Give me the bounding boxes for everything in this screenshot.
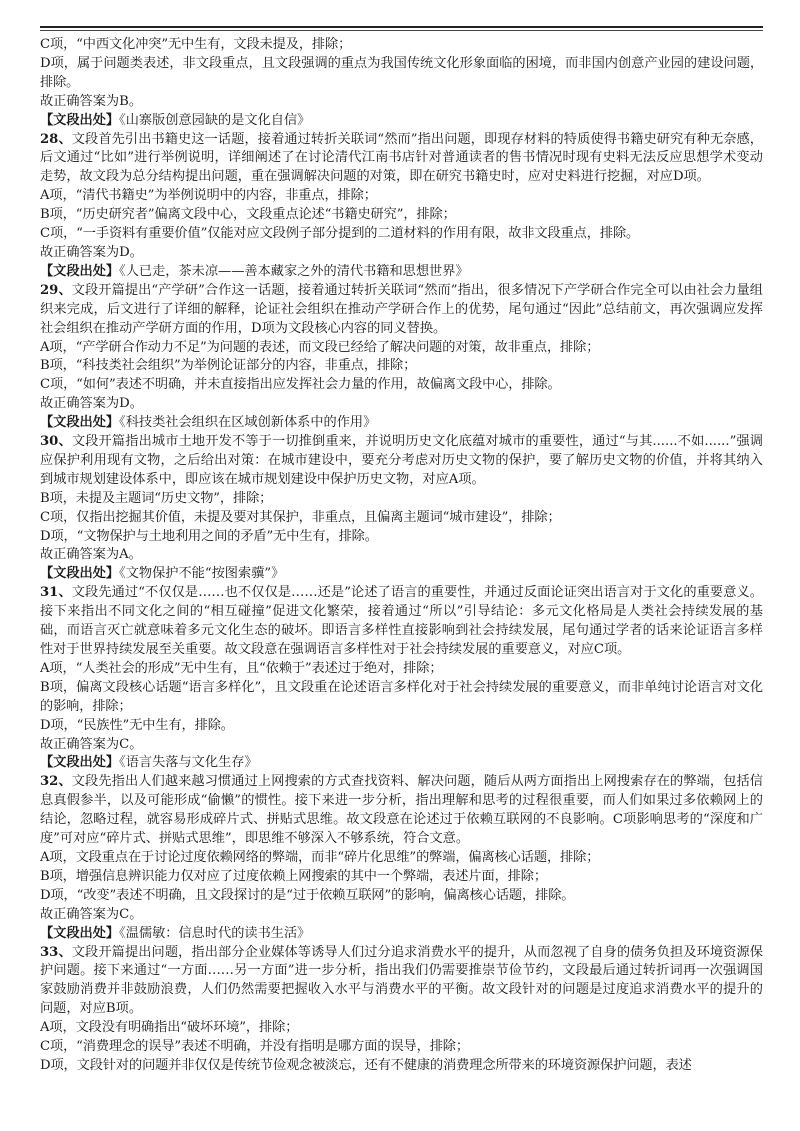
- source-label: 【文段出处】: [40, 755, 120, 771]
- option-line: C项，“中西文化冲突”无中生有，文段未提及，排除；: [40, 37, 352, 52]
- option-line: D项，“民族性”无中生有，排除。: [40, 717, 234, 733]
- answer-line: 故正确答案为B。: [40, 93, 143, 109]
- question-text: 文段开篇提出问题，指出部分企业媒体等诱导人们过分追求消费水平的提升，从而忽视了自身的债务负担及环境资源保护问题。接下来通过“一方面……另一方面”进一步分析，指出我们仍需要推崇节俭节约，文段最后通过转折词再一次强调国家鼓励消费并非鼓励浪费，人们仍然需要把握收入水平与消费水平的平衡。故文段针对的问题是过度追求消费水平的提升的问题，对应B项。: [40, 944, 763, 1017]
- question-block-28: [40, 131, 763, 282]
- option-line: A项，“清代书籍史”为举例说明中的内容，非重点，排除；: [40, 188, 377, 204]
- document-page: [40, 26, 763, 1076]
- option-line: B项，“历史研究者”偏离文段中心，文段重点论述“书籍史研究”，排除；: [40, 207, 456, 223]
- source-line: [40, 925, 763, 944]
- question-text: 文段开篇提出“产学研”合作这一话题，接着通过转折关联词“然而”指出，很多情况下产学研合作完全可以由社会力量组织来完成，后文进行了详细的解释，论证社会组织在推动产学研合作上的优势，尾句通过“因此”总结前文，再次强调应发挥社会组织在推动产学研方面的作用，D项为文段核心内容的同义替换。: [40, 282, 763, 336]
- source-label: 【文段出处】: [40, 566, 120, 582]
- question-body: [40, 584, 763, 660]
- answer-line: 故正确答案为A。: [40, 547, 142, 563]
- option-line: D项，“文物保护与土地利用之间的矛盾”无中生有，排除。: [40, 528, 378, 544]
- question-block-31: [40, 584, 763, 773]
- question-body: [40, 433, 763, 490]
- header-rule-thin: [40, 30, 763, 31]
- source-line: [40, 112, 763, 131]
- answer-line: 故正确答案为D。: [40, 396, 143, 412]
- source-line: [40, 754, 763, 773]
- question-body: [40, 773, 763, 849]
- source-title: 《人已走，茶未凉——善本藏家之外的清代书籍和思想世界》: [119, 263, 469, 279]
- question-number: 30、: [40, 434, 72, 450]
- option-line: C项，“一手资料有重要价值”仅能对应文段例子部分提到的二道材料的作用有限，故非文段重点，排除。: [40, 226, 640, 242]
- option-line: D项，文段针对的问题并非仅仅是传统节俭观念被淡忘，还有不健康的消费理念所带来的环境资源保护问题，表述: [40, 1057, 692, 1073]
- source-label: 【文段出处】: [40, 415, 120, 431]
- option-line: D项，“改变”表述不明确，且文段探讨的是“过于依赖互联网”的影响，偏离核心话题，排除。: [40, 887, 575, 903]
- source-title: 《语言失落与文化生存》: [119, 755, 258, 771]
- source-title: 《山寨版创意园缺的是文化自信》: [119, 112, 311, 128]
- option-line: C项，“如何”表述不明确，并未直接指出应发挥社会力量的作用，故偏离文段中心，排除。: [40, 377, 561, 393]
- option-line: B项，未提及主题词“历史文物”，排除；: [40, 490, 273, 506]
- question-body: [40, 944, 763, 1020]
- question-block-29: [40, 282, 763, 433]
- question-block-30: [40, 433, 763, 584]
- answer-line: 故正确答案为C。: [40, 906, 143, 922]
- source-line: [40, 414, 763, 433]
- question-text: 文段开篇指出城市土地开发不等于一切推倒重来，并说明历史文化底蕴对城市的重要性，通过“与其......不如......”强调应保护利用现有文物，之后给出对策：在城市建设中，要充分考虑对历史文物的保护，要了解历史文物的价值，并将其纳入到城市规划建设体系中，即应该在城市规划建设中保护历史文物，对应A项。: [40, 434, 763, 487]
- option-line: C项，仅指出挖掘其价值，未提及要对其保护，非重点，且偏离主题词“城市建设”，排除；: [40, 509, 561, 525]
- source-line: [40, 263, 763, 282]
- option-line: A项，文段重点在于讨论过度依赖网络的弊端，而非“碎片化思维”的弊端，偏离核心话题，排除；: [40, 849, 600, 865]
- option-line: B项，“科技类社会组织”为举例论证部分的内容，非重点，排除；: [40, 358, 417, 374]
- source-label: 【文段出处】: [40, 263, 120, 279]
- source-title: 《温儒敏：信息时代的读书生活》: [119, 925, 311, 941]
- question-number: 28、: [40, 131, 72, 147]
- source-title: 《科技类社会组织在区域创新体系中的作用》: [119, 415, 377, 431]
- question-number: 32、: [40, 774, 72, 790]
- source-line: [40, 565, 763, 584]
- option-line: A项，“人类社会的形成”无中生有，且“依赖于”表述过于绝对，排除；: [40, 660, 443, 676]
- option-line: B项，偏离文段核心话题“语言多样化”，且文段重在论述语言多样化对于社会持续发展的重要意义，而非单纯讨论语言对文化的影响，排除；: [40, 679, 763, 714]
- source-label: 【文段出处】: [40, 112, 120, 128]
- question-body: [40, 131, 763, 188]
- option-line: D项，属于问题类表述，非文段重点，且文段强调的重点为我国传统文化形象面临的困境，而非国内创意产业园的建设问题，排除。: [40, 55, 763, 90]
- header-rule-thick: [40, 26, 763, 28]
- source-title: 《文物保护不能“按图索骥”》: [119, 566, 285, 582]
- answer-line: 故正确答案为D。: [40, 244, 143, 260]
- question-number: 29、: [40, 282, 72, 298]
- answer-line: 故正确答案为C。: [40, 736, 143, 752]
- source-label: 【文段出处】: [40, 925, 120, 941]
- question-body: [40, 282, 763, 339]
- question-block-32: [40, 773, 763, 943]
- question-text: 文段先指出人们越来越习惯通过上网搜索的方式查找资料、解决问题，随后从两方面指出上网搜索存在的弊端，包括信息真假参半，以及可能形成“偷懒”的惯性。接下来进一步分析，指出理解和思考的过程很重要，而人们如果过多依赖网上的结论，忽略过程，就容易形成碎片式、拼贴式思维。故文段意在论述过于依赖互联网的不良影响。C项影响思考的“深度和广度”可对应“碎片式、拼贴式思维”，即思维不够深入不够系统，符合文意。: [40, 774, 763, 847]
- question-block-33: [40, 944, 763, 1076]
- option-line: A项，“产学研合作动力不足”为问题的表述，而文段已经给了解决问题的对策，故非重点，排除；: [40, 339, 600, 355]
- question-number: 31、: [40, 585, 72, 601]
- prev-question-fragment: [40, 36, 763, 131]
- option-line: B项，增强信息辨识能力仅对应了过度依赖上网搜索的其中一个弊端，表述片面，排除；: [40, 868, 547, 884]
- option-line: A项，文段没有明确指出“破坏环境”，排除；: [40, 1020, 299, 1036]
- question-text: 文段首先引出书籍史这一话题，接着通过转折关联词“然而”指出问题，即现存材料的特质使得书籍史研究有种无奈感，后文通过“比如”进行举例说明，详细阐述了在讨论清代江南书店针对普通读者的售书情况时现有史料无法反应思想学术变动走势，故文段为总分结构提出问题，重在强调解决问题的对策，即在研究书籍史时，应对史料进行挖掘，对应D项。: [40, 131, 763, 185]
- option-line: C项，“消费理念的误导”表述不明确，并没有指明是哪方面的误导，排除；: [40, 1039, 469, 1055]
- question-number: 33、: [40, 944, 72, 960]
- question-text: 文段先通过“不仅仅是……也不仅仅是……还是”论述了语言的重要性，并通过反面论证突出语言对于文化的重要意义。接下来指出不同文化之间的“相互碰撞”促进文化繁荣，接着通过“所以”引导结论：多元文化格局是人类社会持续发展的基础，而语言灭亡就意味着多元文化生态的破坏。即语言多样性直接影响到社会持续发展，尾句通过学者的话来论证语言多样性对于世界持续发展至关重要。故文段意在强调语言多样性对于社会持续发展的重要意义，对应C项。: [40, 585, 763, 657]
